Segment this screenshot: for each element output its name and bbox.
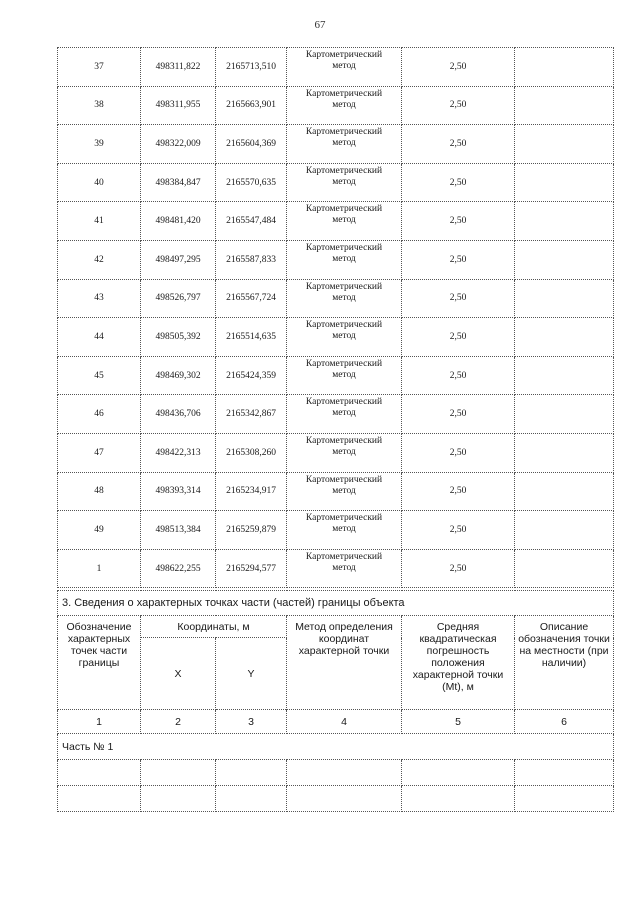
table-row: [58, 240, 614, 279]
table-row: [58, 472, 614, 511]
header-description: Описание обозначения точки на местности (при наличии): [515, 616, 614, 710]
coordinate-x: 498513,384: [141, 511, 216, 550]
coordinate-x: 498505,392: [141, 318, 216, 357]
accuracy-value: 2,50: [402, 395, 515, 434]
coordinate-x: 498422,313: [141, 433, 216, 472]
coordinate-y: 2165604,369: [216, 125, 287, 164]
accuracy-value: 2,50: [402, 163, 515, 202]
empty-row: [58, 786, 614, 812]
coordinate-y: 2165713,510: [216, 48, 287, 87]
method-cell: [287, 395, 402, 434]
accuracy-value: 2,50: [402, 356, 515, 395]
description-cell: [515, 433, 614, 472]
coordinate-x: 498322,009: [141, 125, 216, 164]
method-line-1: Картометрический: [305, 513, 383, 524]
coordinate-y: 2165234,917: [216, 472, 287, 511]
method-cell: [287, 433, 402, 472]
table-row: [58, 433, 614, 472]
coordinate-x: 498481,420: [141, 202, 216, 241]
point-number: 47: [58, 433, 141, 472]
method-line-1: Картометрический: [305, 127, 383, 138]
method-line-2: метод: [332, 292, 356, 303]
column-number-1: 1: [58, 710, 141, 734]
header-y: Y: [216, 638, 287, 710]
coordinate-x: 498311,955: [141, 86, 216, 125]
coordinate-y: 2165294,577: [216, 549, 287, 588]
table-row: [58, 511, 614, 550]
coordinate-y: 2165342,867: [216, 395, 287, 434]
description-cell: [515, 48, 614, 87]
method-line-1: Картометрический: [305, 397, 383, 408]
coordinate-y: 2165663,901: [216, 86, 287, 125]
accuracy-value: 2,50: [402, 472, 515, 511]
method-line-2: метод: [332, 215, 356, 226]
accuracy-value: 2,50: [402, 433, 515, 472]
section3-table: [57, 590, 614, 812]
point-number: 37: [58, 48, 141, 87]
method-line-1: Картометрический: [305, 50, 383, 60]
method-line-2: метод: [332, 61, 356, 71]
coordinate-y: 2165570,635: [216, 163, 287, 202]
table-row: [58, 356, 614, 395]
table-row: [58, 549, 614, 588]
method-cell: [287, 318, 402, 357]
method-cell: [287, 202, 402, 241]
table-row: [58, 202, 614, 241]
page-number: 67: [314, 19, 326, 31]
header-coordinates: Координаты, м: [141, 616, 287, 638]
accuracy-value: 2,50: [402, 511, 515, 550]
coordinate-x: 498526,797: [141, 279, 216, 318]
header-accuracy: Средняя квадратическая погрешность положения характерной точки (Mt), м: [402, 616, 515, 710]
header-method: Метод определения координат характерной точки: [287, 616, 402, 710]
method-line-2: метод: [332, 369, 356, 380]
description-cell: [515, 356, 614, 395]
table-row: [58, 395, 614, 434]
point-number: 49: [58, 511, 141, 550]
table-row: [58, 318, 614, 357]
description-cell: [515, 395, 614, 434]
accuracy-value: 2,50: [402, 125, 515, 164]
method-cell: [287, 48, 402, 87]
method-line-1: Картометрический: [305, 165, 383, 176]
method-line-2: метод: [332, 138, 356, 149]
method-line-1: Картометрический: [305, 358, 383, 369]
method-line-2: метод: [332, 524, 356, 535]
method-line-1: Картометрический: [305, 551, 383, 562]
method-line-2: метод: [332, 176, 356, 187]
accuracy-value: 2,50: [402, 318, 515, 357]
method-cell: [287, 472, 402, 511]
accuracy-value: 2,50: [402, 202, 515, 241]
method-cell: [287, 125, 402, 164]
point-number: 44: [58, 318, 141, 357]
column-number-5: 5: [402, 710, 515, 734]
method-line-2: метод: [332, 331, 356, 342]
point-number: 38: [58, 86, 141, 125]
description-cell: [515, 549, 614, 588]
empty-row: [58, 760, 614, 786]
coordinate-x: 498436,706: [141, 395, 216, 434]
point-number: 1: [58, 549, 141, 588]
coordinates-table: [57, 47, 614, 588]
column-number-3: 3: [216, 710, 287, 734]
description-cell: [515, 86, 614, 125]
point-number: 48: [58, 472, 141, 511]
table-row: [58, 125, 614, 164]
method-line-1: Картометрический: [305, 435, 383, 446]
table-row: [58, 48, 614, 87]
method-line-2: метод: [332, 99, 356, 110]
column-number-6: 6: [515, 710, 614, 734]
coordinate-y: 2165424,359: [216, 356, 287, 395]
table-row: [58, 279, 614, 318]
point-number: 45: [58, 356, 141, 395]
accuracy-value: 2,50: [402, 48, 515, 87]
table-row: [58, 86, 614, 125]
method-cell: [287, 240, 402, 279]
method-cell: [287, 163, 402, 202]
coordinate-x: 498311,822: [141, 48, 216, 87]
accuracy-value: 2,50: [402, 240, 515, 279]
method-cell: [287, 356, 402, 395]
coordinate-y: 2165259,879: [216, 511, 287, 550]
description-cell: [515, 125, 614, 164]
table-row: [58, 163, 614, 202]
description-cell: [515, 318, 614, 357]
part-label: Часть № 1: [58, 734, 614, 760]
point-number: 39: [58, 125, 141, 164]
point-number: 41: [58, 202, 141, 241]
column-number-4: 4: [287, 710, 402, 734]
coordinate-x: 498622,255: [141, 549, 216, 588]
point-number: 46: [58, 395, 141, 434]
method-line-1: Картометрический: [305, 204, 383, 215]
coordinate-x: 498469,302: [141, 356, 216, 395]
description-cell: [515, 240, 614, 279]
coordinate-x: 498497,295: [141, 240, 216, 279]
coordinate-y: 2165567,724: [216, 279, 287, 318]
header-designation: Обозначение характерных точек части границы: [58, 616, 141, 710]
coordinate-y: 2165547,484: [216, 202, 287, 241]
method-line-1: Картометрический: [305, 281, 383, 292]
point-number: 40: [58, 163, 141, 202]
method-line-2: метод: [332, 562, 356, 573]
method-cell: [287, 86, 402, 125]
coordinate-x: 498393,314: [141, 472, 216, 511]
section-title: 3. Сведения о характерных точках части (частей) границы объекта: [58, 591, 614, 616]
description-cell: [515, 202, 614, 241]
method-line-2: метод: [332, 485, 356, 496]
method-line-1: Картометрический: [305, 242, 383, 253]
accuracy-value: 2,50: [402, 549, 515, 588]
method-line-1: Картометрический: [305, 88, 383, 99]
method-line-2: метод: [332, 408, 356, 419]
method-line-2: метод: [332, 446, 356, 457]
description-cell: [515, 511, 614, 550]
method-line-1: Картометрический: [305, 474, 383, 485]
coordinate-y: 2165587,833: [216, 240, 287, 279]
accuracy-value: 2,50: [402, 279, 515, 318]
method-cell: [287, 279, 402, 318]
coordinate-y: 2165514,635: [216, 318, 287, 357]
header-x: X: [141, 638, 216, 710]
point-number: 43: [58, 279, 141, 318]
description-cell: [515, 163, 614, 202]
method-cell: [287, 549, 402, 588]
method-line-1: Картометрический: [305, 320, 383, 331]
description-cell: [515, 472, 614, 511]
method-cell: [287, 511, 402, 550]
method-line-2: метод: [332, 253, 356, 264]
column-number-2: 2: [141, 710, 216, 734]
coordinate-y: 2165308,260: [216, 433, 287, 472]
accuracy-value: 2,50: [402, 86, 515, 125]
point-number: 42: [58, 240, 141, 279]
coordinate-x: 498384,847: [141, 163, 216, 202]
description-cell: [515, 279, 614, 318]
